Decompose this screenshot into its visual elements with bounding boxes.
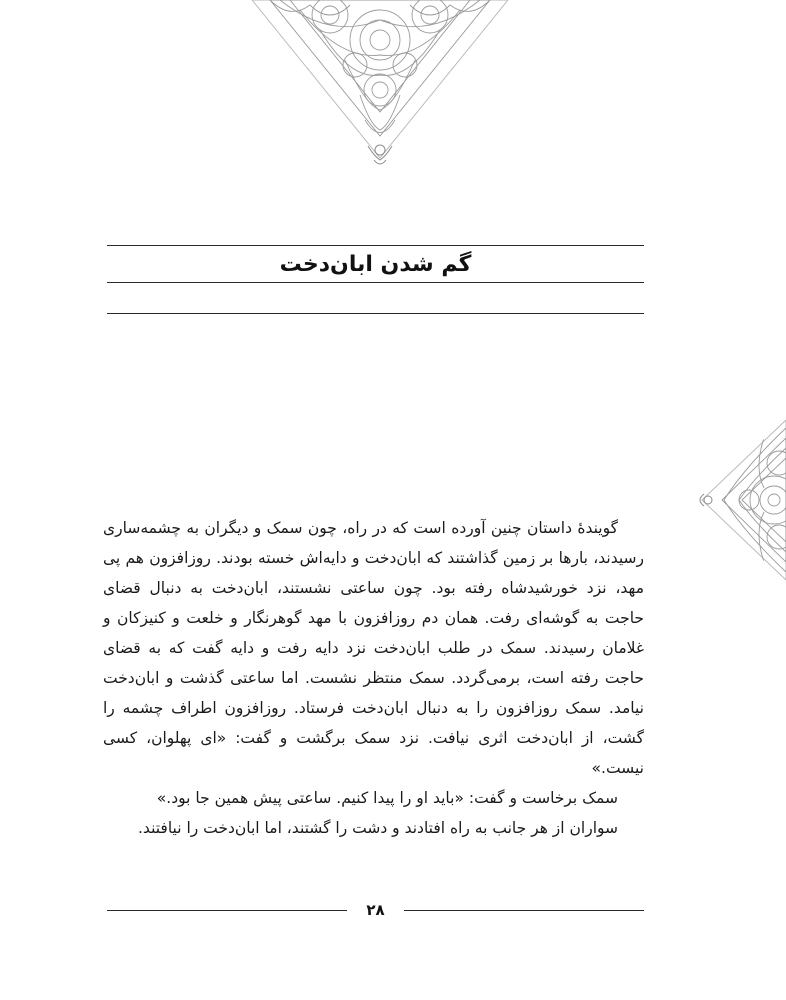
paragraph: سمک برخاست و گفت: «باید او را پیدا کنیم. ساعتی پیش همین جا بود.» (156, 789, 618, 807)
chapter-title: گم شدن ابان‌دخت (279, 252, 472, 277)
chapter-header (107, 245, 644, 315)
right-arabesque-ornament-icon (694, 418, 786, 582)
title-rule-middle (107, 282, 644, 283)
title-rule-top (107, 245, 644, 246)
body-text (103, 513, 644, 843)
title-rule-bottom (107, 313, 644, 314)
footer-rule-right (404, 910, 644, 911)
paragraph: سواران از هر جانب به راه افتادند و دشت را گشتند، اما ابان‌دخت را نیافتند. (138, 819, 618, 837)
page-footer (107, 898, 644, 922)
top-arabesque-ornament-icon (250, 0, 510, 172)
page-number: ۲۸ (366, 901, 385, 919)
footer-rule-left (107, 910, 347, 911)
paragraph: گویندهٔ داستان چنین آورده است که در راه، چون سمک و دیگران به چشمه‌ساری رسیدند، بارها بر زمین گذاشتند که ابان‌دخت و دایه‌اش خسته بودند. روزافزون هم پی مهد، نزد خورشیدشاه رفته بود. چون ساعتی نشستند، ابان‌دخت به دنبال قضای حاجت به گوشه‌ای رفت. همان دم روزافزون با مهد گوهرنگار و خلعت و کنیزکان و غلامان رسیدند. سمک در طلب ابان‌دخت نزد دایه رفت و دایه گفت که به قضای حاجت رفته است، برمی‌گردد. سمک منتظر نشست. اما ساعتی گذشت و ابان‌دخت نیامد. سمک روزافزون را به دنبال ابان‌دخت فرستاد. روزافزون اطراف چشمه را گشت، از ابان‌دخت اثری نیافت. نزد سمک برگشت و گفت: «ای پهلوان، کسی نیست.» (103, 519, 644, 777)
